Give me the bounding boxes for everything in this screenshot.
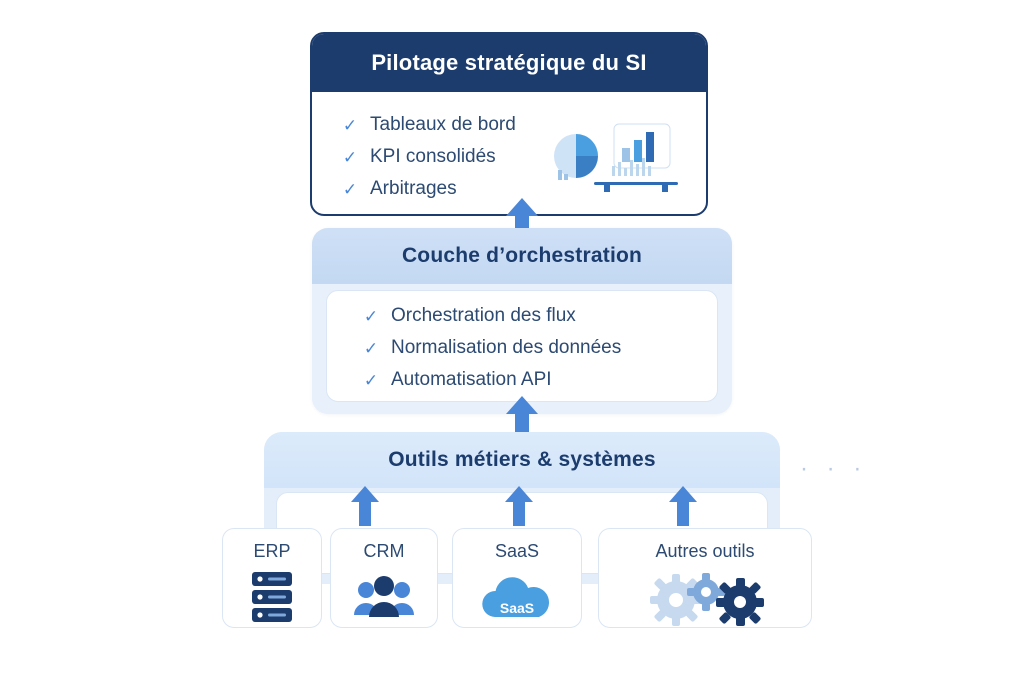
check-icon: ✓ bbox=[363, 306, 379, 326]
tool-card-crm[interactable] bbox=[330, 528, 438, 628]
bullet-label: Tableaux de bord bbox=[370, 114, 516, 135]
tools-layer-title: Outils métiers & systèmes bbox=[264, 432, 780, 488]
check-icon: ✓ bbox=[342, 115, 358, 135]
strategic-bullet-list bbox=[342, 114, 516, 210]
check-icon: ✓ bbox=[363, 338, 379, 358]
check-icon: ✓ bbox=[363, 370, 379, 390]
check-icon: ✓ bbox=[342, 179, 358, 199]
arrow-crm-to-tools bbox=[350, 486, 380, 526]
tool-art bbox=[331, 568, 437, 627]
tool-card-autres-outils[interactable] bbox=[598, 528, 812, 628]
tools-ellipsis: · · · bbox=[800, 455, 868, 482]
orchestration-layer-title: Couche d’orchestration bbox=[312, 228, 732, 284]
tool-card-saas[interactable] bbox=[452, 528, 582, 628]
orchestration-layer-card bbox=[312, 228, 732, 414]
orchestration-layer-body bbox=[326, 290, 718, 402]
strategic-layer-card bbox=[310, 32, 708, 216]
list-item bbox=[363, 369, 621, 391]
cloud-icon bbox=[473, 573, 561, 623]
tool-label: Autres outils bbox=[655, 541, 755, 561]
bullet-label: Orchestration des flux bbox=[391, 305, 576, 326]
arrow-other-to-tools bbox=[668, 486, 698, 526]
tool-art bbox=[223, 568, 321, 627]
list-item bbox=[342, 114, 516, 136]
bullet-label: KPI consolidés bbox=[370, 146, 496, 167]
strategic-layer-title: Pilotage stratégique du SI bbox=[312, 34, 706, 92]
strategic-layer-body bbox=[324, 104, 698, 206]
list-item bbox=[342, 146, 516, 168]
bullet-label: Normalisation des données bbox=[391, 337, 622, 358]
tool-label: ERP bbox=[253, 541, 291, 561]
list-item bbox=[342, 178, 516, 200]
tool-art bbox=[599, 568, 811, 627]
list-item bbox=[363, 337, 621, 359]
server-stack-icon bbox=[246, 570, 298, 626]
arrow-saas-to-tools bbox=[504, 486, 534, 526]
gears-icon bbox=[640, 570, 770, 626]
check-icon: ✓ bbox=[342, 147, 358, 167]
tool-label: SaaS bbox=[494, 541, 540, 561]
tool-label: CRM bbox=[363, 541, 405, 561]
tool-card-erp[interactable] bbox=[222, 528, 322, 628]
tool-art bbox=[453, 568, 581, 627]
bullet-label: Automatisation API bbox=[391, 369, 552, 390]
list-item bbox=[363, 305, 621, 327]
dashboard-charts-icon bbox=[546, 118, 684, 200]
orchestration-bullet-list bbox=[363, 305, 621, 401]
users-group-icon bbox=[352, 573, 416, 623]
arrow-tools-to-orchestration bbox=[504, 396, 540, 436]
bullet-label: Arbitrages bbox=[370, 178, 457, 199]
cloud-label: SaaS bbox=[499, 599, 535, 616]
